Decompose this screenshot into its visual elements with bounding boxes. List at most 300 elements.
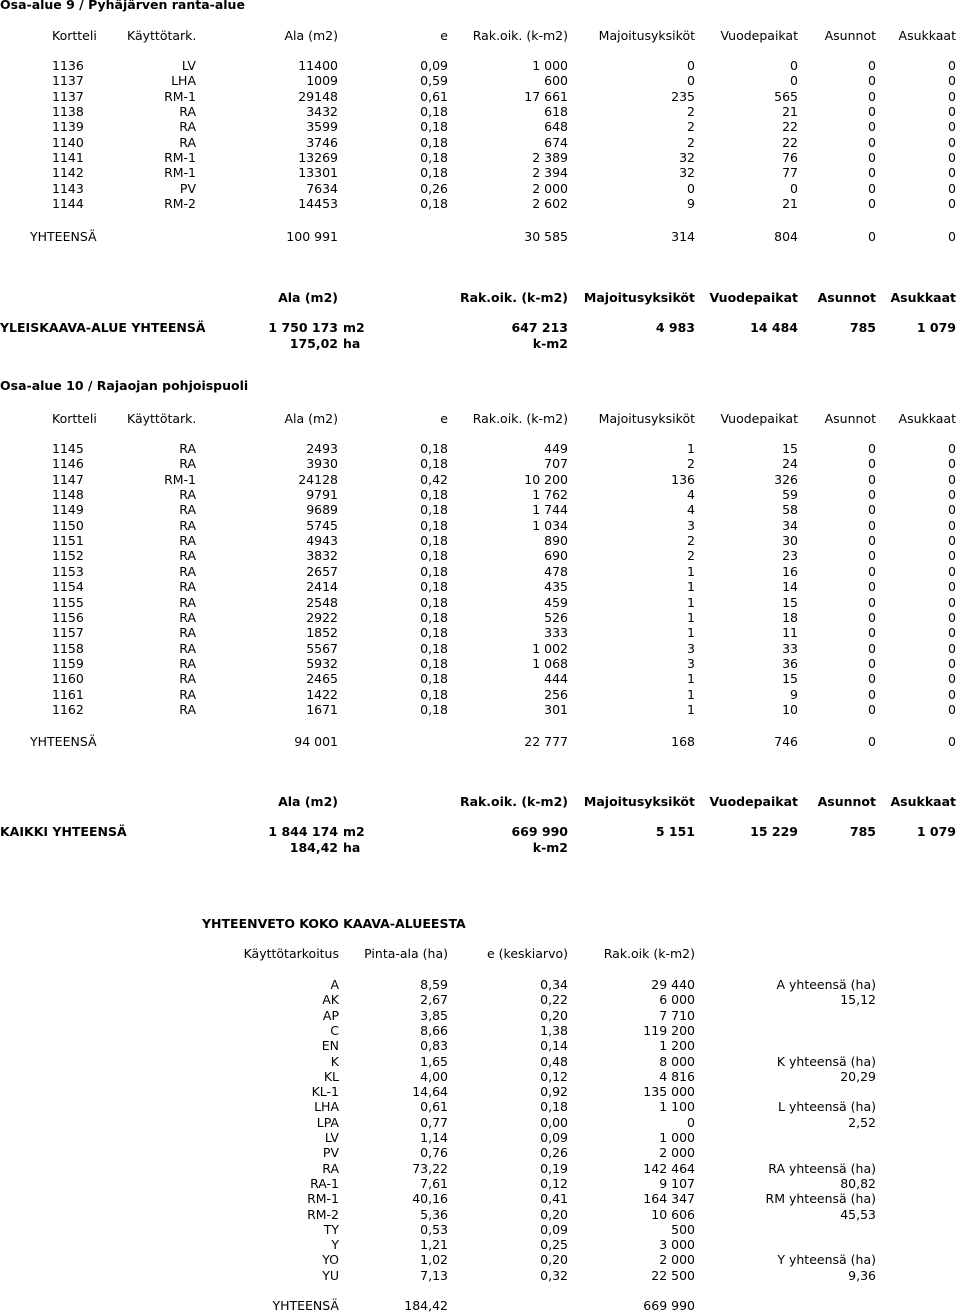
table-cell: PV (179, 180, 196, 196)
table-cell: 2 389 (532, 150, 568, 166)
table-row (0, 518, 960, 533)
table-cell: 0 (948, 594, 956, 610)
table-cell: LV (181, 58, 196, 73)
column-header: Rak.oik. (k-m2) (459, 290, 568, 305)
table-cell: 29 440 (651, 977, 695, 992)
table-cell: 0 (868, 88, 876, 104)
table-cell: 4 816 (659, 1068, 695, 1084)
table-cell: 0,32 (540, 1267, 568, 1283)
table-cell: 565 (774, 88, 798, 104)
table-cell: 4 (687, 487, 695, 503)
table-cell: 0,83 (420, 1038, 448, 1054)
table-cell: 10 (782, 701, 798, 717)
column-header: Asunnot (824, 28, 876, 43)
asukkaat-value: 1 079 (916, 320, 956, 335)
total-label: YHTEENSÄ (272, 1298, 339, 1313)
table-cell: 0 (948, 196, 956, 212)
area-unit: m2 (343, 824, 365, 839)
table-cell: 0,18 (420, 548, 448, 564)
table-cell: RA (179, 594, 196, 610)
table-cell: 0 (868, 165, 876, 181)
section-title: Osa-alue 9 / Pyhäjärven ranta-alue (0, 0, 245, 12)
table-cell: 1 (687, 563, 695, 579)
table-cell: 2 (687, 134, 695, 150)
table-cell: RA (179, 671, 196, 687)
vuode-value: 15 229 (750, 824, 798, 839)
table-cell: 0 (868, 563, 876, 579)
table-cell: 3 (687, 655, 695, 671)
column-header: Vuodepaikat (709, 290, 798, 305)
table-cell: 0,18 (420, 686, 448, 702)
table-cell: RM-1 (164, 165, 196, 181)
column-header: Rak.oik. (k-m2) (472, 411, 568, 426)
table-cell: YO (322, 1252, 339, 1268)
table-cell: 8,59 (420, 977, 448, 992)
table-cell: KL-1 (311, 1084, 339, 1100)
table-cell: 1149 (52, 502, 84, 518)
rak-unit: k-m2 (532, 336, 568, 351)
table-cell: 1147 (52, 471, 84, 487)
table-cell: 164 347 (643, 1191, 695, 1207)
table-cell: 0 (687, 58, 695, 73)
table-cell: 1137 (52, 73, 84, 89)
vuode-value: 14 484 (750, 320, 798, 335)
table-cell: 449 (544, 441, 568, 456)
table-cell: RA (179, 134, 196, 150)
table-row (0, 441, 960, 456)
table-cell: 1 (687, 579, 695, 595)
table-cell: 0 (948, 609, 956, 625)
table-cell: 0,18 (420, 579, 448, 595)
table-cell: 0 (868, 548, 876, 564)
group-total: 15,12 (840, 992, 876, 1008)
table-cell: 0,18 (420, 671, 448, 687)
table-cell: RA (179, 563, 196, 579)
column-header: Pinta-ala (ha) (364, 946, 448, 961)
column-header: Asukkaat (898, 28, 956, 43)
area-ha-value: 184,42 (289, 840, 338, 855)
table-cell: 478 (544, 563, 568, 579)
table-cell: 4943 (306, 533, 338, 549)
table-cell: 0 (948, 640, 956, 656)
table-cell: 435 (544, 579, 568, 595)
table-cell: 1159 (52, 655, 84, 671)
table-cell: 2 000 (659, 1252, 695, 1268)
section-title: Osa-alue 10 / Rajaojan pohjoispuoli (0, 378, 249, 393)
table-cell: 0 (948, 441, 956, 456)
table-cell: 15 (782, 441, 798, 456)
table-cell: 59 (782, 487, 798, 503)
column-header: Majoitusyksiköt (598, 411, 695, 426)
table-cell: 2465 (306, 671, 338, 687)
table-cell: 674 (544, 134, 568, 150)
table-row (0, 671, 960, 686)
table-cell: 0,18 (420, 456, 448, 472)
column-header: Majoitusyksiköt (598, 28, 695, 43)
table-cell: 0,18 (420, 609, 448, 625)
table-cell: 0 (948, 563, 956, 579)
table-cell: 1,21 (420, 1237, 448, 1253)
table-cell: 5567 (306, 640, 338, 656)
table-cell: RA (179, 548, 196, 564)
table-cell: 0 (790, 58, 798, 73)
table-cell: 0 (948, 134, 956, 150)
table-cell: 10 606 (651, 1206, 695, 1222)
table-cell: 3 (687, 517, 695, 533)
table-cell: 1160 (52, 671, 84, 687)
table-cell: RM-2 (164, 196, 196, 212)
column-header: Asukkaat (898, 411, 956, 426)
table-cell: 1422 (306, 686, 338, 702)
table-cell: 0,34 (540, 977, 568, 992)
table-row (0, 564, 960, 579)
table-cell: 8,66 (420, 1022, 448, 1038)
table-cell: 1154 (52, 579, 84, 595)
table-cell: 333 (544, 625, 568, 641)
table-cell: 1,02 (420, 1252, 448, 1268)
table-cell: 3,85 (420, 1007, 448, 1023)
table-row (0, 150, 960, 165)
table-cell: 1 (687, 625, 695, 641)
column-header: Käyttötarkoitus (243, 946, 339, 961)
table-cell: 0,77 (420, 1114, 448, 1130)
table-cell: C (330, 1022, 339, 1038)
table-cell: 1,65 (420, 1053, 448, 1069)
table-cell: 0 (868, 686, 876, 702)
group-total: 45,53 (840, 1206, 876, 1222)
table-cell: 5932 (306, 655, 338, 671)
table-cell: 0 (948, 671, 956, 687)
column-header: Ala (m2) (284, 411, 338, 426)
table-cell: 1148 (52, 487, 84, 503)
table-cell: 0,25 (540, 1237, 568, 1253)
table-cell: RA (179, 655, 196, 671)
table-cell: 326 (774, 471, 798, 487)
column-header: Asukkaat (890, 794, 956, 809)
table-cell: 0 (868, 119, 876, 135)
table-cell: 0,26 (420, 180, 448, 196)
table-cell: 0 (948, 517, 956, 533)
group-total: L yhteensä (ha) (778, 1099, 876, 1115)
table-cell: 4,00 (420, 1068, 448, 1084)
table-row (0, 595, 960, 610)
table-cell: 2 (687, 533, 695, 549)
table-cell: RA-1 (310, 1175, 339, 1191)
table-cell: 0 (868, 196, 876, 212)
table-cell: 135 000 (643, 1084, 695, 1100)
total-cell: 184,42 (404, 1298, 448, 1313)
table-cell: RA (179, 441, 196, 456)
rak-value: 669 990 (511, 824, 568, 839)
table-cell: 2657 (306, 563, 338, 579)
group-total: A yhteensä (ha) (776, 977, 876, 992)
table-cell: K (330, 1053, 339, 1069)
table-cell: RA (179, 104, 196, 120)
column-header: e (440, 411, 448, 426)
table-row (0, 196, 960, 211)
table-cell: 1 200 (659, 1038, 695, 1054)
table-cell: 0,18 (420, 134, 448, 150)
table-cell: 1139 (52, 119, 84, 135)
table-cell: 5745 (306, 517, 338, 533)
table-cell: 0 (868, 640, 876, 656)
table-cell: LV (324, 1130, 339, 1145)
table-cell: 0 (948, 625, 956, 641)
table-cell: 600 (544, 73, 568, 89)
table-cell: 30 (782, 533, 798, 549)
table-cell: 0,12 (540, 1175, 568, 1191)
table-cell: 0 (868, 533, 876, 549)
table-row (0, 181, 960, 196)
table-row (0, 73, 960, 88)
table-cell: RA (179, 119, 196, 135)
table-cell: 0,18 (420, 150, 448, 166)
total-cell: 0 (948, 229, 956, 244)
table-cell: 33 (782, 640, 798, 656)
table-cell: 0,18 (420, 441, 448, 456)
table-cell: 0 (868, 134, 876, 150)
table-cell: 0 (948, 655, 956, 671)
table-cell: 23 (782, 548, 798, 564)
table-cell: 16 (782, 563, 798, 579)
maj-value: 5 151 (655, 824, 695, 839)
table-cell: 0 (868, 579, 876, 595)
summary-title: YHTEENVETO KOKO KAAVA-ALUEESTA (202, 916, 466, 931)
table-cell: 0 (948, 58, 956, 73)
table-cell: 14 (782, 579, 798, 595)
table-cell: 0,53 (420, 1221, 448, 1237)
table-cell: 0,61 (420, 1099, 448, 1115)
table-cell: 2 394 (532, 165, 568, 181)
total-cell: 0 (868, 229, 876, 244)
table-row (0, 135, 960, 150)
table-cell: 0 (868, 487, 876, 503)
table-cell: 707 (544, 456, 568, 472)
table-cell: 0 (948, 150, 956, 166)
table-cell: 444 (544, 671, 568, 687)
table-cell: 21 (782, 104, 798, 120)
table-cell: 526 (544, 609, 568, 625)
table-cell: 1156 (52, 609, 84, 625)
table-cell: LHA (171, 73, 196, 89)
table-cell: 0,09 (420, 58, 448, 73)
table-cell: 0,18 (420, 165, 448, 181)
table-cell: 1145 (52, 441, 84, 456)
table-cell: 11400 (298, 58, 338, 73)
table-cell: 1162 (52, 701, 84, 717)
table-cell: 0 (868, 655, 876, 671)
table-cell: KL (323, 1068, 339, 1084)
table-cell: 0 (868, 456, 876, 472)
table-cell: Y (331, 1237, 339, 1253)
table-cell: 1158 (52, 640, 84, 656)
table-cell: 0 (948, 548, 956, 564)
table-cell: LHA (314, 1099, 339, 1115)
column-header: e (440, 28, 448, 43)
maj-value: 4 983 (655, 320, 695, 335)
table-cell: RM-1 (164, 88, 196, 104)
table-row (0, 104, 960, 119)
table-cell: 1138 (52, 104, 84, 120)
table-cell: 1152 (52, 548, 84, 564)
table-cell: 0 (790, 180, 798, 196)
total-cell: 746 (774, 734, 798, 749)
total-cell: 30 585 (524, 229, 568, 244)
column-header: Ala (m2) (278, 794, 338, 809)
table-cell: 1161 (52, 686, 84, 702)
group-total: RM yhteensä (ha) (765, 1191, 876, 1207)
table-cell: 36 (782, 655, 798, 671)
table-cell: 1852 (306, 625, 338, 641)
table-cell: 13301 (298, 165, 338, 181)
table-cell: 10 200 (524, 471, 568, 487)
table-cell: 0,18 (420, 640, 448, 656)
table-cell: 0,18 (420, 655, 448, 671)
table-row (0, 610, 960, 625)
table-cell: 256 (544, 686, 568, 702)
column-header: Asunnot (817, 290, 876, 305)
table-cell: RA (322, 1160, 339, 1176)
table-cell: RA (179, 533, 196, 549)
table-cell: 0,20 (540, 1206, 568, 1222)
column-header: Käyttötark. (127, 28, 197, 43)
table-cell: 2,67 (420, 992, 448, 1008)
table-cell: 1151 (52, 533, 84, 549)
table-cell: 0 (948, 502, 956, 518)
table-cell: 0,18 (420, 119, 448, 135)
table-cell: 3432 (306, 104, 338, 120)
ha-unit: ha (343, 840, 361, 855)
table-cell: 0 (948, 180, 956, 196)
column-header: Rak.oik. (k-m2) (459, 794, 568, 809)
table-cell: 1137 (52, 88, 84, 104)
table-cell: 32 (679, 165, 695, 181)
table-cell: 0 (868, 73, 876, 89)
table-cell: 890 (544, 533, 568, 549)
table-cell: 1141 (52, 150, 84, 166)
column-header: Vuodepaikat (720, 28, 798, 43)
table-row (0, 472, 960, 487)
table-cell: 0 (868, 150, 876, 166)
table-cell: 3930 (306, 456, 338, 472)
table-cell: 0,61 (420, 88, 448, 104)
table-cell: 1 (687, 594, 695, 610)
table-row (0, 656, 960, 671)
table-cell: 459 (544, 594, 568, 610)
total-cell: 0 (868, 734, 876, 749)
table-cell: 3 000 (659, 1237, 695, 1253)
group-total: Y yhteensä (ha) (777, 1252, 876, 1268)
group-total: K yhteensä (ha) (776, 1053, 876, 1069)
group-total: 9,36 (848, 1267, 876, 1283)
table-cell: 24128 (298, 471, 338, 487)
table-cell: RA (179, 609, 196, 625)
table-cell: 0 (948, 73, 956, 89)
table-row (0, 687, 960, 702)
table-cell: 1 068 (532, 655, 568, 671)
table-cell: 2 000 (532, 180, 568, 196)
table-cell: 9689 (306, 502, 338, 518)
table-cell: 5,36 (420, 1206, 448, 1222)
table-cell: EN (321, 1038, 339, 1054)
table-cell: 0,18 (420, 104, 448, 120)
total-cell: 100 991 (286, 229, 338, 244)
table-cell: 1136 (52, 58, 84, 73)
table-cell: 0,18 (420, 487, 448, 503)
table-cell: 0 (687, 73, 695, 89)
table-cell: 1 (687, 686, 695, 702)
table-cell: 17 661 (524, 88, 568, 104)
table-cell: 58 (782, 502, 798, 518)
total-cell: 22 777 (524, 734, 568, 749)
table-cell: 1,14 (420, 1130, 448, 1145)
table-cell: 690 (544, 548, 568, 564)
table-cell: RA (179, 517, 196, 533)
table-cell: 2 (687, 119, 695, 135)
table-cell: 14,64 (412, 1084, 448, 1100)
table-row (0, 625, 960, 640)
table-cell: 0,48 (540, 1053, 568, 1069)
table-cell: 0 (948, 456, 956, 472)
table-cell: 2 000 (659, 1145, 695, 1161)
table-cell: 0,09 (540, 1130, 568, 1145)
total-cell: 168 (671, 734, 695, 749)
table-cell: 0 (868, 104, 876, 120)
table-cell: RA (179, 701, 196, 717)
table-row (0, 456, 960, 471)
table-cell: 0 (687, 180, 695, 196)
table-row (0, 641, 960, 656)
table-cell: 11 (782, 625, 798, 641)
table-cell: 0 (948, 88, 956, 104)
table-cell: 24 (782, 456, 798, 472)
table-cell: 2 602 (532, 196, 568, 212)
table-cell: 0,41 (540, 1191, 568, 1207)
table-cell: 0,92 (540, 1084, 568, 1100)
table-cell: 1 744 (532, 502, 568, 518)
total-cell: 94 001 (294, 734, 338, 749)
table-cell: 14453 (298, 196, 338, 212)
column-header: Ala (m2) (278, 290, 338, 305)
table-cell: YU (322, 1267, 339, 1283)
table-row (0, 89, 960, 104)
group-total: 2,52 (848, 1114, 876, 1130)
table-cell: 0 (948, 471, 956, 487)
column-header: Asunnot (817, 794, 876, 809)
table-cell: 1 000 (532, 58, 568, 73)
total-cell: 804 (774, 229, 798, 244)
column-header: Rak.oik. (k-m2) (472, 28, 568, 43)
table-row (0, 502, 960, 517)
table-cell: A (330, 977, 339, 992)
table-cell: 0,18 (420, 517, 448, 533)
table-cell: 0 (868, 517, 876, 533)
table-row (0, 58, 960, 73)
table-cell: 15 (782, 594, 798, 610)
table-cell: 0 (868, 58, 876, 73)
asunnot-value: 785 (849, 824, 876, 839)
table-cell: 0 (868, 471, 876, 487)
table-cell: 0 (868, 671, 876, 687)
table-cell: RA (179, 579, 196, 595)
table-cell: 0,18 (420, 625, 448, 641)
column-header: Majoitusyksiköt (583, 794, 695, 809)
column-header: e (keskiarvo) (487, 946, 568, 961)
table-cell: 0 (948, 119, 956, 135)
table-cell: 1,38 (540, 1022, 568, 1038)
table-cell: 235 (671, 88, 695, 104)
table-cell: 0,59 (420, 73, 448, 89)
